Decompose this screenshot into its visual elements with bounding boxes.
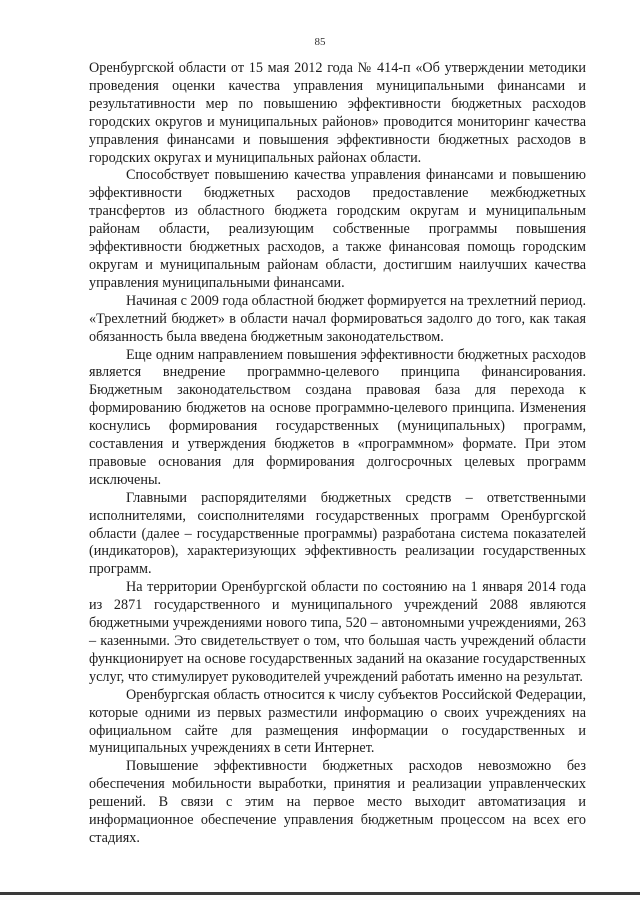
paragraph-continued: Оренбургской области от 15 мая 2012 года № 414-п «Об утверждении методики проведения оценки качества управления муниципальными финансами и результативности мер по повышению эффективности бюджетных расходов городских округов и муниципальных районов» проводится мониторинг качества управления финансами и повышения эффективности бюджетных расходов в городских округах и муниципальных районах области.	[89, 60, 586, 166]
paragraph: Главными распорядителями бюджетных средств – ответственными исполнителями, соисполнителями государственных программ Оренбургской области (далее – государственные программы) разработана система показателей (индикаторов), характеризующих эффективность реализации государственных программ.	[89, 489, 586, 578]
paragraph: Еще одним направлением повышения эффективности бюджетных расходов является внедрение программно-целевого принципа финансирования. Бюджетным законодательством создана правовая база для перехода к формированию бюджетов на основе программно-целевого принципа. Изменения коснулись формирования государственных (муниципальных) программ, составления и утверждения бюджетов в «программном» формате. При этом правовые основания для формирования долгосрочных целевых программ исключены.	[89, 346, 586, 488]
paragraph: Повышение эффективности бюджетных расходов невозможно без обеспечения мобильности выработки, принятия и реализации управленческих решений. В связи с этим на первое место выходит автоматизация и информационное обеспечение управления бюджетным процессом на всех его стадиях.	[89, 758, 586, 846]
document-body	[89, 60, 586, 848]
page-number: 85	[314, 36, 326, 48]
paragraph: Начиная с 2009 года областной бюджет формируется на трехлетний период. «Трехлетний бюджет» в области начал формироваться задолго до того, как такая обязанность была введена бюджетным законодательством.	[89, 292, 586, 345]
paragraph: На территории Оренбургской области по состоянию на 1 января 2014 года из 2871 государственного и муниципального учреждений 2088 являются бюджетными учреждениями нового типа, 520 – автономными учреждениями, 263 – казенными. Это свидетельствует о том, что большая часть учреждений области функционирует на основе государственных заданий на оказание государственных услуг, что стимулирует руководителей учреждений работать именно на результат.	[89, 579, 586, 685]
paragraph: Оренбургская область относится к числу субъектов Российской Федерации, которые одними из первых разместили информацию о своих учреждениях на официальном сайте для размещения информации о государственных и муниципальных учреждениях в сети Интернет.	[89, 686, 586, 757]
paragraph: Способствует повышению качества управления финансами и повышению эффективности бюджетных расходов предоставление межбюджетных трансфертов из областного бюджета городским округам и муниципальным районам области, реализующим собственные программы повышения эффективности бюджетных расходов, а также финансовая помощь городским округам и муниципальным районам области, достигшим наилучших качества управления муниципальными финансами.	[89, 167, 586, 291]
scan-edge-divider	[0, 892, 640, 895]
